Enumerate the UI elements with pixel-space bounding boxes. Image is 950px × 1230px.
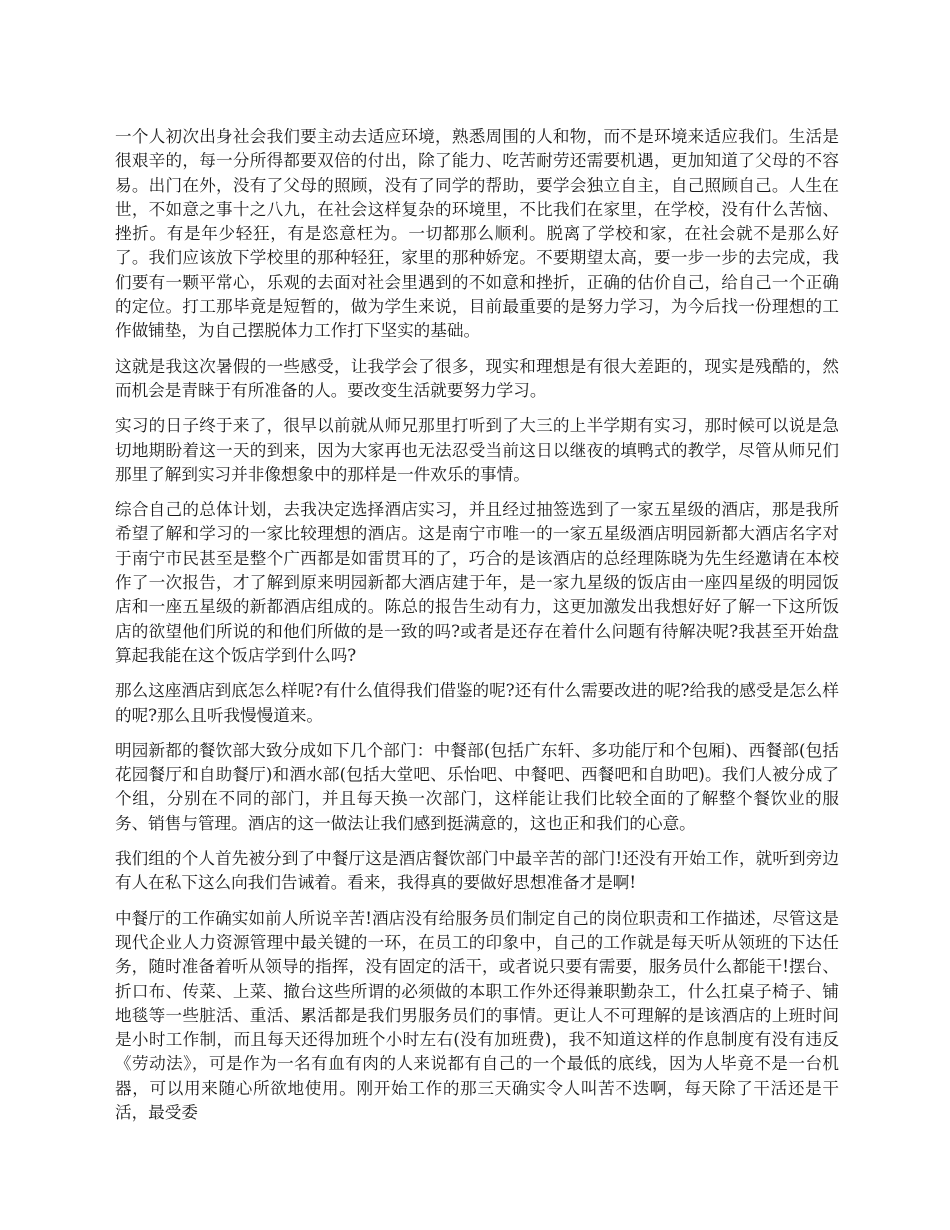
paragraph-1: 一个人初次出身社会我们要主动去适应环境，熟悉周围的人和物，而不是环境来适应我们。生活是很艰辛的，每一分所得都要双倍的付出，除了能力、吃苦耐劳还需要机遇，更加知道了父母的不容易。出门在外，没有了父母的照顾，没有了同学的帮助，要学会独立自主，自己照顾自己。人生在世，不如意之事十之八九，在社会这样复杂的环境里，不比我们在家里，在学校，没有什么苦恼、挫折。有是年少轻狂，有是恣意枉为。一切都那么顺利。脱离了学校和家，在社会就不是那么好了。我们应该放下学校里的那种轻狂，家里的那种娇宠。不要期望太高，要一步一步的去完成，我们要有一颗平常心，乐观的去面对社会里遇到的不如意和挫折，正确的估价自己，给自己一个正确的定位。打工那毕竟是短暂的，做为学生来说，目前最重要的是努力学习，为今后找一份理想的工作做铺垫，为自己摆脱体力工作打下坚实的基础。 [115, 127, 839, 341]
paragraph-3: 实习的日子终于来了，很早以前就从师兄那里打听到了大三的上半学期有实习，那时候可以说是急切地期盼着这一天的到来，因为大家再也无法忍受当前这日以继夜的填鸭式的教学，尽管从师兄们那里了解到实习并非像想象中的那样是一件欢乐的事情。 [115, 416, 839, 484]
paragraph-6: 明园新都的餐饮部大致分成如下几个部门：中餐部(包括广东轩、多功能厅和个包厢)、西餐部(包括花园餐厅和自助餐厅)和酒水部(包括大堂吧、乐怡吧、中餐吧、西餐吧和自助吧)。我们人被分成了个组，分别在不同的部门，并且每天换一次部门，这样能让我们比较全面的了解整个餐饮业的服务、销售与管理。酒店的这一做法让我们感到挺满意的，这也正和我们的心意。 [115, 740, 839, 833]
paragraph-2: 这就是我这次暑假的一些感受，让我学会了很多，现实和理想是有很大差距的，现实是残酷的，然而机会是青睐于有所准备的人。要改变生活就要努力学习。 [115, 356, 839, 400]
paragraph-8: 中餐厅的工作确实如前人所说辛苦!酒店没有给服务员们制定自己的岗位职责和工作描述，尽管这是现代企业人力资源管理中最关键的一环，在员工的印象中，自己的工作就是每天听从领班的下达任务，随时准备着听从领导的指挥，没有固定的活干，或者说只要有需要，服务员什么都能干!摆台、折口布、传菜、上菜、撤台这些所谓的必须做的本职工作外还得兼职勤杂工，什么扛桌子椅子、铺地毯等一些脏活、重活、累活都是我们男服务员们的事情。更让人不可理解的是该酒店的上班时间是小时工作制，而且每天还得加班个小时左右(没有加班费)，我不知道这样的作息制度有没有违反《劳动法》，可是作为一名有血有肉的人来说都有自己的一个最低的底线，因为人毕竟不是一台机器，可以用来随心所欲地使用。刚开始工作的那三天确实令人叫苦不迭啊，每天除了干活还是干活，最受委 [115, 908, 839, 1122]
paragraph-4: 综合自己的总体计划，去我决定选择酒店实习，并且经过抽签选到了一家五星级的酒店，那是我所希望了解和学习的一家比较理想的酒店。这是南宁市唯一的一家五星级酒店明园新都大酒店名字对于南宁市民甚至是整个广西都是如雷贯耳的了，巧合的是该酒店的总经理陈晓为先生经邀请在本校作了一次报告，才了解到原来明园新都大酒店建于年，是一家九星级的饭店由一座四星级的明园饭店和一座五星级的新都酒店组成的。陈总的报告生动有力，这更加激发出我想好好了解一下这所饭店的欲望他们所说的和他们所做的是一致的吗?或者是还存在着什么问题有待解决呢?我甚至开始盘算起我能在这个饭店学到什么吗? [115, 500, 839, 665]
paragraph-5: 那么这座酒店到底怎么样呢?有什么值得我们借鉴的呢?还有什么需要改进的呢?给我的感受是怎么样的呢?那么且听我慢慢道来。 [115, 681, 839, 725]
document-page [115, 125, 839, 1136]
paragraph-7: 我们组的个人首先被分到了中餐厅这是酒店餐饮部门中最辛苦的部门!还没有开始工作，就听到旁边有人在私下这么向我们告诫着。看来，我得真的要做好思想准备才是啊! [115, 849, 839, 893]
